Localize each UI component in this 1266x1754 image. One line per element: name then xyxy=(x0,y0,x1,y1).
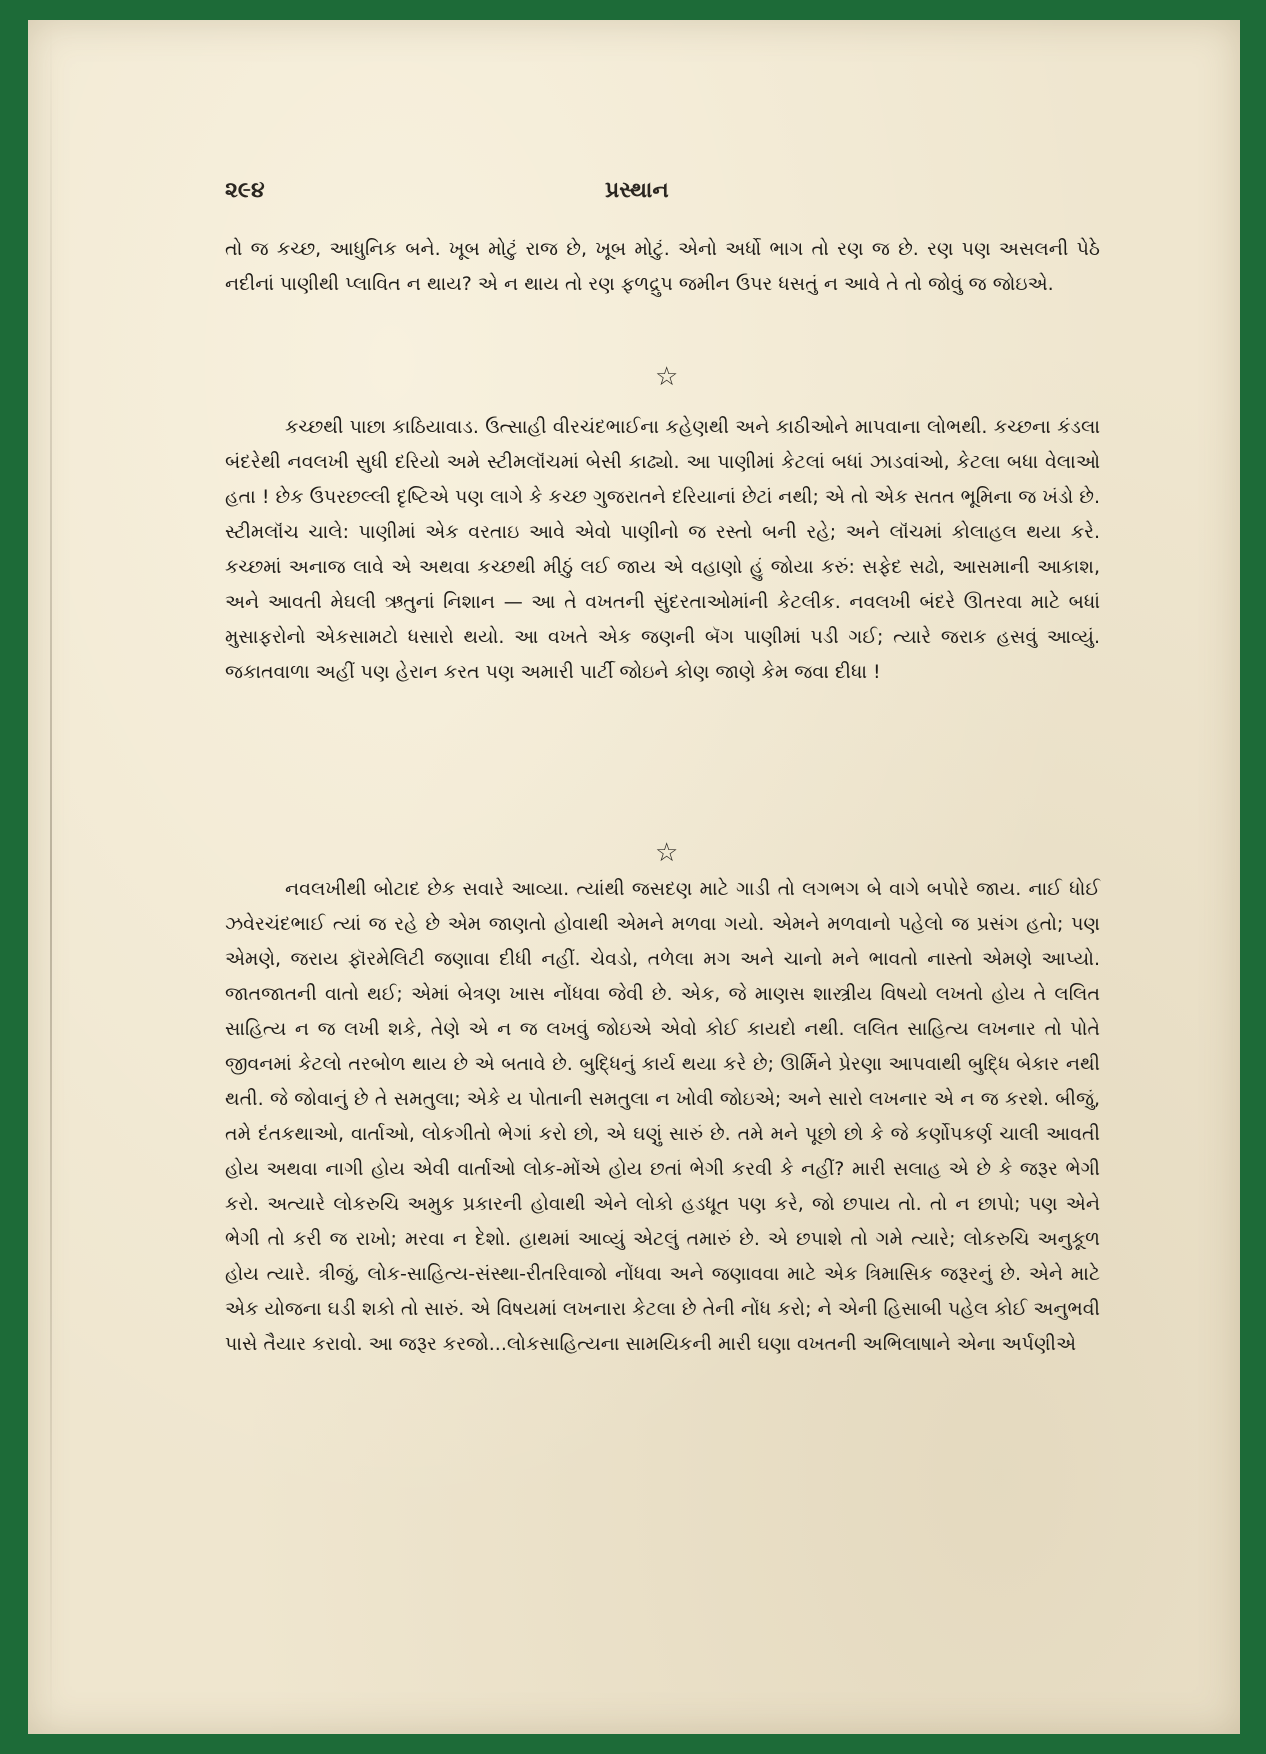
paragraph-2: કચ્છથી પાછા કાઠિયાવાડ. ઉત્સાહી વીરચંદભાઈના કહેણથી અને કાઠીઓને માપવાના લોભથી. કચ્છના કંડલા બંદરેથી નવલખી સુધી દરિયો અમે સ્ટીમલૉંચમાં બેસી કાઢ્યો. આ પાણીમાં કેટલાં બધાં ઝાડવાંઓ, કેટલા બધા વેલાઓ હતા ! છેક ઉપરછલ્લી દૃષ્ટિએ પણ લાગે કે કચ્છ ગુજરાતને દરિયાનાં છેટાં નથી; એ તો એક સતત ભૂમિના જ ખંડો છે. સ્ટીમલૉંચ ચાલે: પાણીમાં એક વરતાઇ આવે એવો પાણીનો જ રસ્તો બની રહે; અને લૉંચમાં કોલાહલ થયા કરે. કચ્છમાં અનાજ લાવે એ અથવા કચ્છથી મીઠું લઈ જાય એ વહાણો હું જોયા કરું: સફેદ સઢો, આસમાની આકાશ, અને આવતી મેઘલી ઋતુનાં નિશાન — આ તે વખતની સુંદરતાઓમાંની કેટલીક. નવલખી બંદરે ઊતરવા માટે બધાં મુસાફરોનો એકસામટો ધસારો થયો. આ વખતે એક જણની બૅગ પાણીમાં પડી ગઈ; ત્યારે જરાક હસવું આવ્યું. જકાતવાળા અહીં પણ હેરાન કરત પણ અમારી પાર્ટી જોઇને કોણ જાણે કેમ જવા દીધા ! xyxy=(225,416,1100,683)
section-separator-star: ☆ xyxy=(655,362,679,392)
page-number: ૨૯૪ xyxy=(225,178,265,203)
running-title: પ્રસ્થાન xyxy=(605,178,669,203)
section-separator-star: ☆ xyxy=(655,838,679,868)
paragraph-3: નવલખીથી બોટાદ છેક સવારે આવ્યા. ત્યાંથી જસદણ માટે ગાડી તો લગભગ બે વાગે બપોરે જાય. નાઈ ધોઈ ઝવેરચંદભાઈ ત્યાં જ રહે છે એમ જાણતો હોવાથી એમને મળવા ગયો. એમને મળવાનો પહેલો જ પ્રસંગ હતો; પણ એમણે, જરાય ફૉરમેલિટી જણાવા દીધી નહીં. ચેવડો, તળેલા મગ અને ચાનો મને ભાવતો નાસ્તો એમણે આપ્યો. જાતજાતની વાતો થઈ; એમાં બેત્રણ ખાસ નોંધવા જેવી છે. એક, જે માણસ શાસ્ત્રીય વિષયો લખતો હોય તે લલિત સાહિત્ય ન જ લખી શકે, તેણે એ ન જ લખવું જોઇએ એવો કોઈ કાયદો નથી. લલિત સાહિત્ય લખનાર તો પોતે જીવનમાં કેટલો તરબોળ થાય છે એ બતાવે છે. બુદ્ધિનું કાર્ય થયા કરે છે; ઊર્મિને પ્રેરણા આપવાથી બુદ્ધિ બેકાર નથી થતી. જે જોવાનું છે તે સમતુલા; એકે ય પોતાની સમતુલા ન ખોવી જોઇએ; અને સારો લખનાર એ ન જ કરશે. બીજું, તમે દંતકથાઓ, વાર્તાઓ, લોકગીતો ભેગાં કરો છો, એ ઘણું સારું છે. તમે મને પૂછો છો કે જે કર્ણોપકર્ણ ચાલી આવતી હોય અથવા નાગી હોય એવી વાર્તાઓ લોક-મોંએ હોય છતાં ભેગી કરવી કે નહીં? મારી સલાહ એ છે કે જરૂર ભેગી કરો. અત્યારે લોકરુચિ અમુક પ્રકારની હોવાથી એને લોકો હડધૂત પણ કરે, જો છપાય તો. તો ન છાપો; પણ એને ભેગી તો કરી જ રાખો; મરવા ન દેશો. હાથમાં આવ્યું એટલું તમારું છે. એ છપાશે તો ગમે ત્યારે; લોકરુચિ અનુકૂળ હોય ત્યારે. ત્રીજું, લોક-સાહિત્ય-સંસ્થા-રીતરિવાજો નોંધવા અને જણાવવા માટે એક ત્રિમાસિક જરૂરનું છે. એને માટે એક યોજના ઘડી શકો તો સારું. એ વિષયમાં લખનારા કેટલા છે તેની નોંધ કરો; ને એની હિસાબી પહેલ કોઈ અનુભવી પાસે તૈયાર કરાવો. આ જરૂર કરજો...લોકસાહિત્યના સામયિકની મારી ઘણા વખતની અભિલાષાને એના અર્પણીએ xyxy=(225,878,1100,1355)
paragraph-1: તો જ કચ્છ, આધુનિક બને. ખૂબ મોટું રાજ છે, ખૂબ મોટું. એનો અર્ધો ભાગ તો રણ જ છે. રણ પણ અસલની પેઠે નદીનાં પાણીથી પ્લાવિત ન થાય? એ ન થાય તો રણ ફળદ્રુપ જમીન ઉપર ધસતું ન આવે તે તો જોવું જ જોઇએ. xyxy=(225,238,1100,295)
page-header xyxy=(225,178,1105,218)
page-fold-shadow xyxy=(50,20,52,1734)
